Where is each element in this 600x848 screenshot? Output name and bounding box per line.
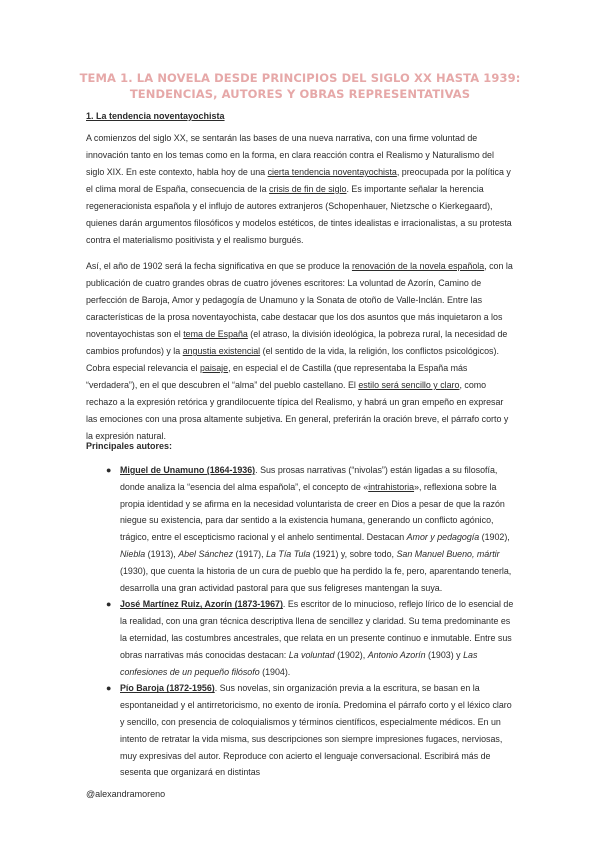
document-title bbox=[70, 70, 530, 102]
title-line-2: TENDENCIAS, AUTORES Y OBRAS REPRESENTATIVAS bbox=[129, 87, 471, 101]
bullet-icon: ● bbox=[106, 465, 112, 475]
work-title: La Tía Tula bbox=[266, 548, 311, 559]
work-title: Las confesiones de un pequeño filósofo bbox=[120, 649, 478, 677]
author-name: José Martínez Ruiz, Azorín (1873-1967) bbox=[120, 599, 283, 610]
underlined-term: intrahistoria bbox=[368, 481, 415, 492]
work-title: Abel Sánchez bbox=[178, 548, 234, 559]
footer-handle: @alexandramoreno bbox=[86, 789, 166, 799]
section-heading: 1. La tendencia noventayochista bbox=[86, 111, 225, 121]
list-item: ● Pío Baroja (1872-1956). Sus novelas, sin organización previa a la escritura, se basan en la espontaneidad y el antirretoricismo, no exento de ironía. Predomina el párrafo corto y el léxico claro y sencillo, con presencia de coloquialismos y términos científicos, especialmente médicos. En un intento de retratar la vida misma, sus descripciones son siempre impresiones fugaces, nerviosas, muy expresivas del autor. Reproduce con acierto el lenguaje conversacional. Escribirá más de sesenta que organizará en distintas bbox=[120, 680, 516, 781]
author-name: Miguel de Unamuno (1864-1936) bbox=[120, 465, 256, 475]
underlined-term: tema de España bbox=[183, 329, 248, 339]
list-item: ● José Martínez Ruiz, Azorín (1873-1967). Es escritor de lo minucioso, reflejo lírico de lo esencial de la realidad, con una gran técnica descriptiva llena de sencillez y claridad. Su tema predominante es la eternidad, las costumbres ancestrales, que relata en un presente continuo e inmutable. Entre sus obras narrativas más conocidas destacan: La voluntad (1902), Antonio Azorín (1903) y Las confesiones de un pequeño filósofo (1904). bbox=[120, 596, 516, 680]
bullet-icon: ● bbox=[106, 599, 112, 610]
underlined-term: paisaje bbox=[199, 363, 229, 373]
underlined-term: angustia existencial bbox=[182, 346, 261, 356]
underlined-term: renovación de la novela española bbox=[351, 261, 485, 271]
authors-list bbox=[106, 462, 516, 781]
underlined-term: cierta tendencia noventayochista bbox=[267, 167, 397, 177]
authors-heading: Principales autores: bbox=[86, 441, 173, 451]
bullet-icon: ● bbox=[106, 683, 112, 694]
author-name: Pío Baroja (1872-1956) bbox=[120, 683, 215, 694]
paragraph-2: Así, el año de 1902 será la fecha significativa en que se produce la renovación de la novela española, con la publicación de cuatro grandes obras de cuatro jóvenes escritores: La voluntad de Azorín, Camino de perfección de Baroja, Amor y pedagogía de Unamuno y la Sonata de otoño de Valle-Inclán. Entre las características de la prosa noventayochista, cabe destacar que los dos asuntos que más inquietaron a los noventayochistas son el tema de España (el atraso, la división ideológica, la pobreza rural, la necesidad de cambios profundos) y la angustia existencial (el sentido de la vida, la religión, los conflictos psicológicos). Cobra especial relevancia el paisaje, en especial el de Castilla (que representaba la España más “verdadera”), en el que descubren el “alma” del pueblo castellano. El estilo será sencillo y claro, como rechazo a la expresión retórica y grandilocuente típica del Realismo, y habrá un gran empeño en expresar las emociones con una prosa altamente subjetiva. En general, preferirán la oración breve, el párrafo corto y la expresión natural. bbox=[86, 261, 513, 441]
list-item: ● Miguel de Unamuno (1864-1936). Sus prosas narrativas (“nivolas”) están ligadas a su filosofía, donde analiza la “esencia del alma española”, el concepto de «intrahistoria», reflexiona sobre la propia identidad y se afirma en la necesidad voluntarista de creer en Dios a pesar de que la razón niegue su existencia, para dar sentido a la existencia humana, generando un conflicto agónico, trágico, entre el escepticismo racional y el anhelo sentimental. Destacan Amor y pedagogía (1902), Niebla (1913), Abel Sánchez (1917), La Tía Tula (1921) y, sobre todo, San Manuel Bueno, mártir (1930), que cuenta la historia de un cura de pueblo que ha perdido la fe, pero, aparentando tenerla, desarrolla una gran actividad pastoral para que sus feligreses mantengan la suya. bbox=[120, 462, 516, 596]
work-title: Niebla bbox=[120, 548, 146, 559]
paragraph-1: A comienzos del siglo XX, se sentarán las bases de una nueva narrativa, con una firme voluntad de innovación tanto en los temas como en la forma, en clara reacción contra el Realismo y Naturalismo del siglo XIX. En este contexto, habla hoy de una cierta tendencia noventayochista, preocupada por la política y el clima moral de España, consecuencia de la crisis de fin de siglo. Es importante señalar la herencia regeneracionista española y el influjo de autores extranjeros (Schopenhauer, Nietzsche o Kierkegaard), quienes darán argumentos filosóficos y modelos estéticos, de tintes idealistas e irracionalistas, a su protesta contra el materialismo positivista y el realismo burgués. bbox=[86, 133, 512, 245]
work-title: Amor y pedagogía bbox=[406, 532, 480, 543]
work-title: Antonio Azorín bbox=[367, 649, 426, 660]
work-title: San Manuel Bueno, mártir bbox=[396, 548, 500, 559]
work-title: La voluntad bbox=[288, 649, 335, 660]
title-line-1: TEMA 1. LA NOVELA DESDE PRINCIPIOS DEL SIGLO XX HASTA 1939: bbox=[79, 71, 521, 85]
underlined-term: estilo será sencillo y claro bbox=[358, 380, 460, 390]
underlined-term: crisis de fin de siglo bbox=[269, 184, 347, 194]
